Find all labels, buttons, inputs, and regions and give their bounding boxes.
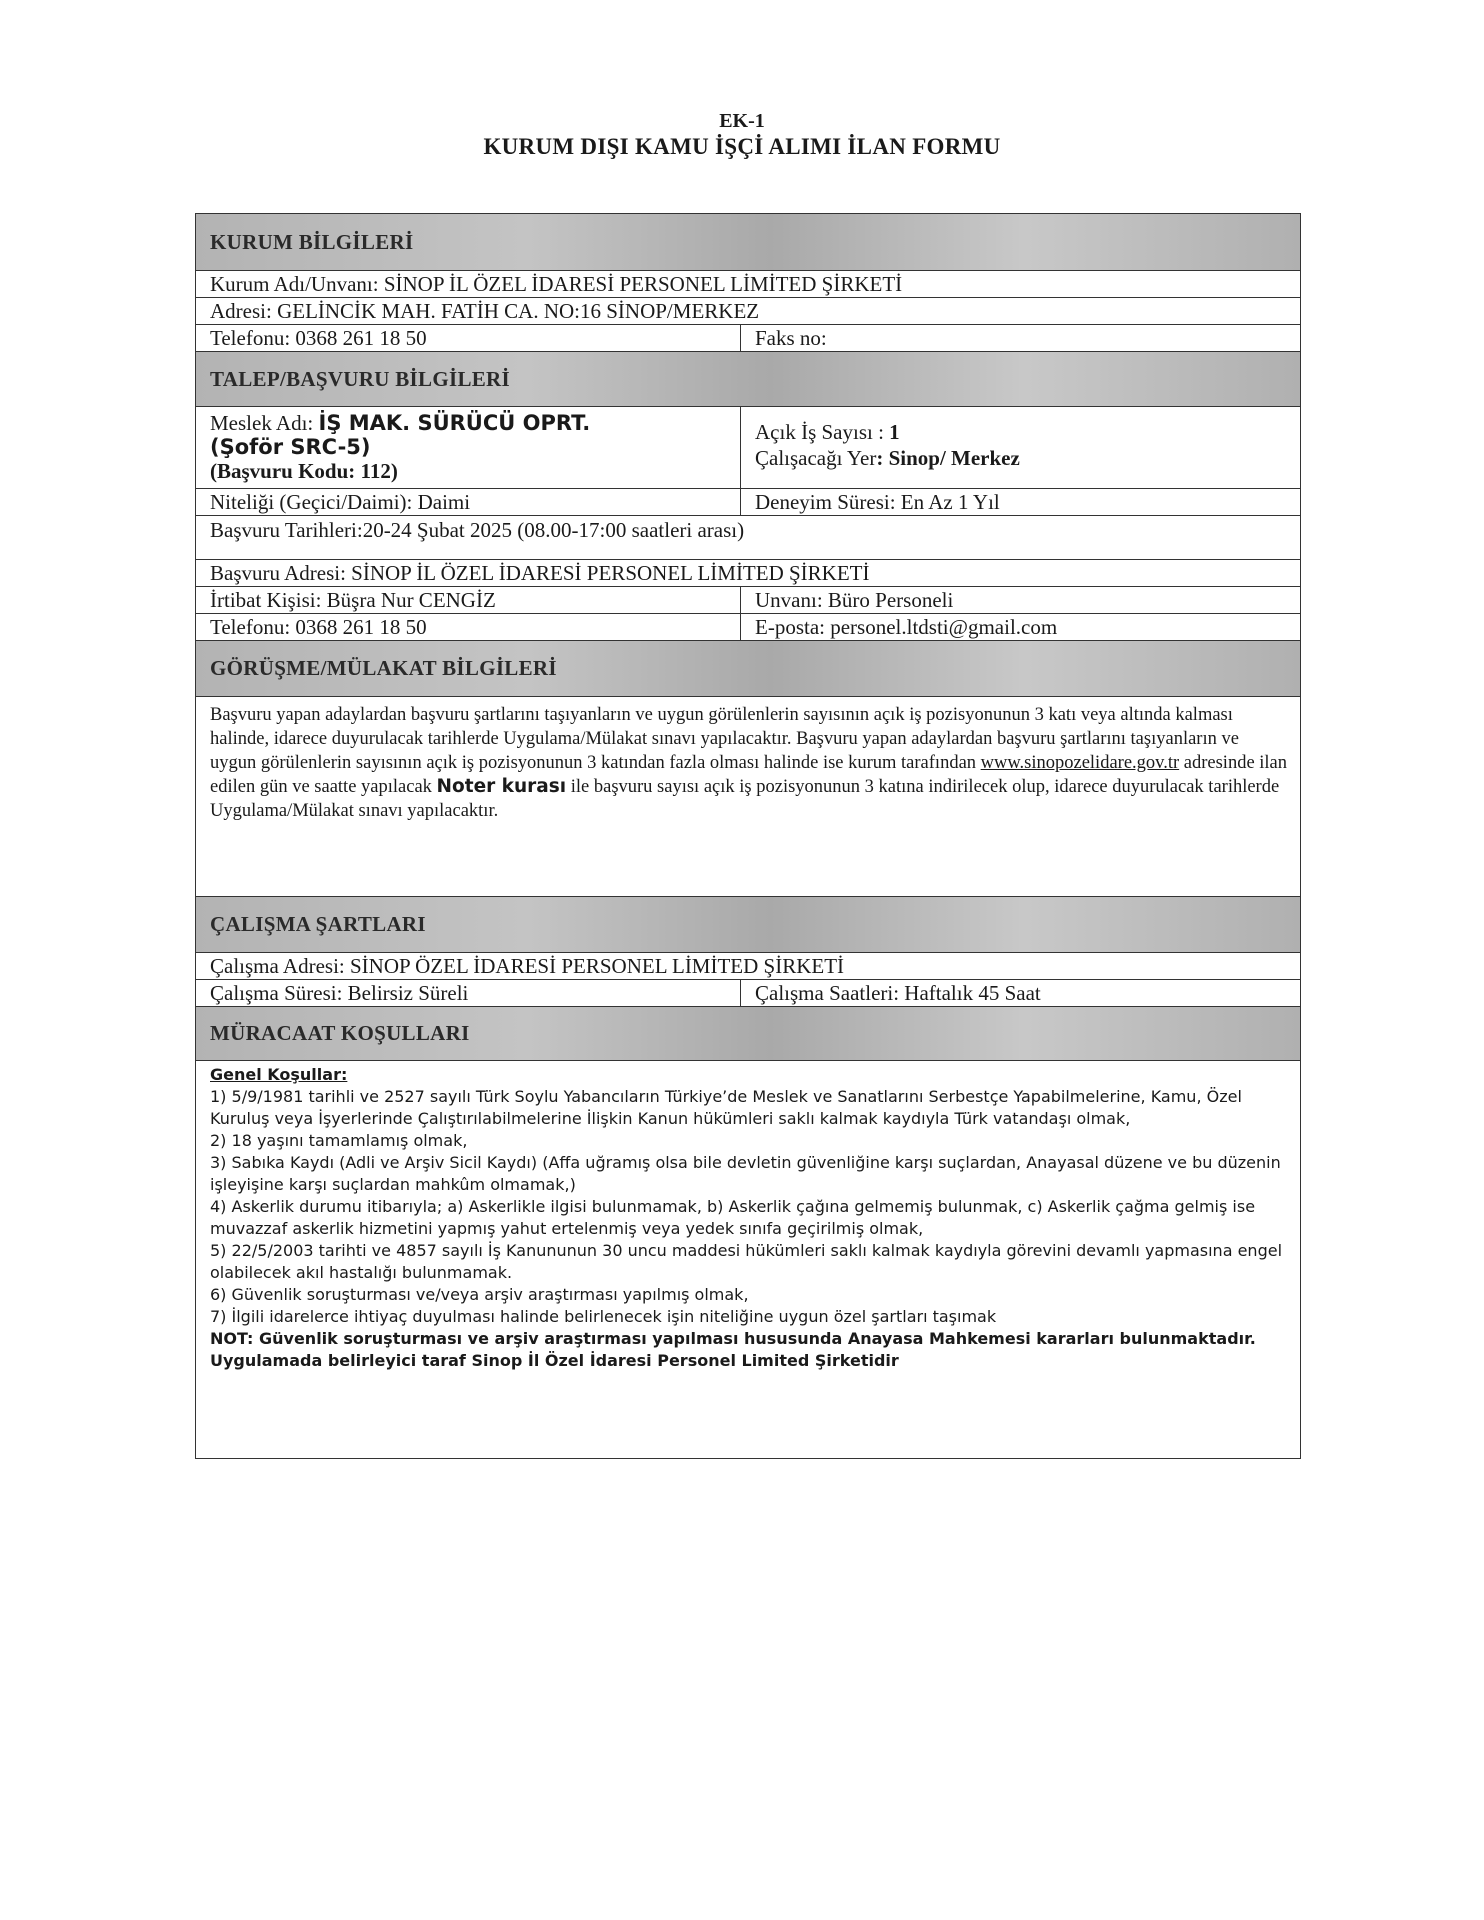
meslek-cell	[196, 407, 741, 488]
kosul-item: 7) İlgili idarelerce ihtiyaç duyulması halinde belirlenecek işin niteliğine uygun özel şartları taşımak	[210, 1307, 997, 1326]
kosul-item: 3) Sabıka Kaydı (Adli ve Arşiv Sicil Kaydı) (Affa uğramış olsa bile devletin güvenliğine karşı suçlardan, Anayasal düzene ve bu düzenin işleyişine karşı suçlardan mahkûm olmamak,)	[210, 1153, 1281, 1194]
acik-is-label: Açık İş Sayısı :	[755, 420, 890, 444]
kosul-item: 4) Askerlik durumu itibarıyla; a) Askerlikle ilgisi bulunmamak, b) Askerlik çağına gelmemiş bulunmak, c) Askerlik çağma gelmiş ise muvazzaf askerlik hizmetini yapmış yahut ertelenmiş veya yedek sınıfa geçirilmiş olmak,	[210, 1197, 1256, 1238]
noter-kurasi: Noter kurası	[436, 776, 567, 797]
section-header-calisma: ÇALIŞMA ŞARTLARI	[196, 897, 1300, 953]
kurum-adi: Kurum Adı/Unvanı: SİNOP İL ÖZEL İDARESİ PERSONEL LİMİTED ŞİRKETİ	[210, 271, 903, 296]
irtibat-row	[196, 587, 1300, 614]
meslek-value: İŞ MAK. SÜRÜCÜ OPRT.	[318, 411, 591, 435]
form-title: KURUM DIŞI KAMU İŞÇİ ALIMI İLAN FORMU	[483, 134, 1001, 159]
calisma-sure-row	[196, 980, 1300, 1007]
basvuru-adres: Başvuru Adresi: SİNOP İL ÖZEL İDARESİ PERSONEL LİMİTED ŞİRKETİ	[210, 560, 870, 585]
deneyim: Deneyim Süresi: En Az 1 Yıl	[755, 489, 1000, 514]
meslek-row	[196, 407, 1300, 489]
gorusme-text-b: adresinde ilan edilen gün ve saatte yapılacak	[210, 753, 1288, 797]
gorusme-text-c: ile başvuru sayısı açık iş pozisyonunun 3 katına indirilecek olup, idarece duyurulacak tarihlerde Uygulama/Mülakat sınavı yapılacaktır.	[210, 777, 1280, 821]
muracaat-kosullari	[196, 1061, 1300, 1458]
meslek-sub2: (Başvuru Kodu: 112)	[210, 459, 398, 483]
kosul-item: 1) 5/9/1981 tarihli ve 2527 sayılı Türk Soylu Yabancıların Türkiye’de Meslek ve Sanatlarını Serbestçe Yapabilmelerine, Kamu, Özel Kuruluş veya İşyerlerinde Çalıştırılabilmelerine İlişkin Kanun hükümleri saklı kalmak kaydıyla Türk vatandaşı olmak,	[210, 1087, 1242, 1128]
nitelik-row	[196, 489, 1300, 516]
meslek-sub1: (Şoför SRC-5)	[210, 435, 371, 459]
kosul-item: 5) 22/5/2003 tarihti ve 4857 sayılı İş Kanununun 30 uncu maddesi hükümleri saklı kalmak kaydıyla görevini devamlı yapmasına engel olabilecek akıl hastalığı bulunmamak.	[210, 1241, 1283, 1282]
kurum-telefon-row	[196, 325, 1300, 352]
section-header-talep: TALEP/BAŞVURU BİLGİLERİ	[196, 352, 1300, 407]
calisma-suresi: Çalışma Süresi: Belirsiz Süreli	[196, 980, 741, 1006]
calisacagi-yer-value: : Sinop/ Merkez	[876, 446, 1020, 470]
acik-is-value: 1	[889, 420, 900, 444]
not-text: NOT: Güvenlik soruşturması ve arşiv araştırması yapılması hususunda Anayasa Mahkemesi kararları bulunmaktadır. Uygulamada belirleyici taraf Sinop İl Özel İdaresi Personel Limited Şirketidir	[210, 1329, 1256, 1370]
kurum-adres: Adresi: GELİNCİK MAH. FATİH CA. NO:16 SİNOP/MERKEZ	[210, 298, 760, 323]
kosul-item: 6) Güvenlik soruşturması ve/veya arşiv araştırması yapılmış olmak,	[210, 1285, 749, 1304]
basvuru-adres-row	[196, 560, 1300, 587]
calisma-adres-row	[196, 953, 1300, 980]
kurum-telefon: Telefonu: 0368 261 18 50	[196, 325, 741, 351]
kurum-adi-row	[196, 271, 1300, 298]
website-link[interactable]: www.sinopozelidare.gov.tr	[980, 753, 1180, 773]
iletisim-row	[196, 614, 1300, 641]
calisma-saatleri: Çalışma Saatleri: Haftalık 45 Saat	[755, 980, 1041, 1005]
meslek-label: Meslek Adı:	[210, 411, 319, 435]
gorusme-text-a: Başvuru yapan adaylardan başvuru şartlarını taşıyanların ve uygun görülenlerin sayısının açık iş pozisyonunun 3 katı veya altında kalması halinde, idarece duyurulacak tarihlerde Uygulama/Mülakat sınavı yapılacaktır. Başvuru yapan adaylardan başvuru şartlarını taşıyanların ve uygun görülenlerin sayısının açık iş pozisyonunun 3 katından fazla olması halinde ise kurum tarafından	[210, 705, 1239, 773]
kosul-item: 2) 18 yaşını tamamlamış olmak,	[210, 1131, 468, 1150]
section-header-gorusme: GÖRÜŞME/MÜLAKAT BİLGİLERİ	[196, 641, 1300, 697]
section-header-kurum: KURUM BİLGİLERİ	[196, 214, 1300, 271]
irtibat-kisisi: İrtibat Kişisi: Büşra Nur CENGİZ	[196, 587, 741, 613]
section-header-muracaat: MÜRACAAT KOŞULLARI	[196, 1007, 1300, 1061]
kurum-faks: Faks no:	[755, 325, 827, 350]
basvuru-tarih: Başvuru Tarihleri:20-24 Şubat 2025 (08.00-17:00 saatleri arası)	[210, 518, 745, 542]
nitelik: Niteliği (Geçici/Daimi): Daimi	[196, 489, 741, 515]
irtibat-telefon: Telefonu: 0368 261 18 50	[196, 614, 741, 640]
gorusme-paragraph	[196, 697, 1300, 897]
calisacagi-yer-label: Çalışacağı Yer	[755, 446, 877, 470]
genel-kosullar-heading: Genel Koşullar:	[210, 1065, 348, 1084]
annex-label: EK-1	[719, 110, 765, 132]
kurum-adres-row	[196, 298, 1300, 325]
acik-is-cell	[741, 407, 1302, 488]
irtibat-unvan: Unvanı: Büro Personeli	[755, 587, 954, 612]
basvuru-tarih-row	[196, 516, 1300, 560]
calisma-adres: Çalışma Adresi: SİNOP ÖZEL İDARESİ PERSONEL LİMİTED ŞİRKETİ	[210, 953, 845, 978]
irtibat-eposta: E-posta: personel.ltdsti@gmail.com	[755, 614, 1058, 639]
announcement-form	[195, 213, 1301, 1459]
